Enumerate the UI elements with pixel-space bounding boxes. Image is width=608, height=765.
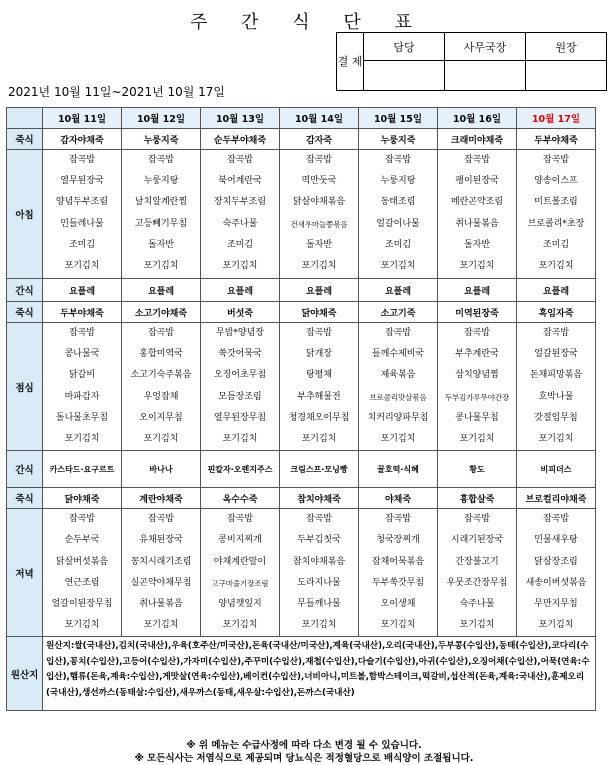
menu-cell: 요플레 [122, 279, 201, 302]
dish-item: 날치알계란찜 [134, 197, 188, 208]
dish-item: 부추해물전 [297, 391, 341, 402]
dish-item: 양송이스프 [534, 176, 578, 187]
dish-item: 포기김치 [64, 620, 100, 631]
dish-item: 간장불고기 [455, 556, 499, 567]
signature-box [445, 61, 526, 91]
dish-item: 잡곡밥 [542, 328, 570, 338]
menu-cell-dishes [438, 150, 517, 279]
dish-item: 포기김치 [459, 620, 495, 631]
dish-item: 포기김치 [143, 260, 179, 271]
menu-cell-dishes [359, 323, 438, 451]
dish-item: 순두부국 [64, 535, 100, 546]
dish-item: 취나물볶음 [139, 598, 183, 609]
origin-row [7, 637, 596, 711]
dish-item: 갓절임무침 [534, 412, 578, 423]
menu-cell-dishes [122, 323, 201, 451]
dish-item: 숙주나물 [459, 598, 495, 609]
dish-item: 포기김치 [380, 260, 416, 271]
menu-cell-dishes [122, 509, 201, 637]
menu-cell-dishes [359, 509, 438, 637]
dish-item: 무밥*양념장 [216, 328, 264, 338]
menu-cell: 야채죽 [359, 488, 438, 509]
dish-item: 얼갈이나물 [376, 218, 420, 229]
menu-cell: 감자야채죽 [43, 129, 122, 150]
menu-cell: 바나나 [122, 451, 201, 488]
dish-item: 미트볼조림 [534, 197, 578, 208]
dish-item: 잡곡밥 [226, 155, 254, 165]
dish-item: 포기김치 [143, 433, 179, 444]
dish-item: 민들레나물 [60, 218, 104, 229]
dish-item: 모듬장조림 [218, 391, 262, 402]
dish-item: 우뭇조간장무침 [446, 577, 508, 588]
dish-item: 콩비지찌개 [218, 535, 262, 546]
approval-label: 결 제 [337, 33, 364, 91]
dish-item: 누룽지탕 [143, 176, 179, 187]
approval-box [336, 32, 607, 91]
dish-item: 유채된장국 [139, 535, 183, 546]
dish-item: 잡곡밥 [68, 155, 96, 165]
dish-item: 실곤약야채무침 [130, 577, 192, 588]
menu-cell: 크래미야채죽 [438, 129, 517, 150]
dish-item: 콩나물무침 [455, 412, 499, 423]
day-header: 10월 16일 [438, 108, 517, 129]
dish-item: 호박나물 [538, 391, 574, 402]
dish-item: 포기김치 [538, 260, 574, 271]
dish-item: 두부김가루무야간장 [444, 392, 510, 402]
meal-label: 죽식 [7, 129, 43, 150]
dish-item: 포기김치 [143, 620, 179, 631]
dish-item: 삼치양념찜 [455, 370, 499, 381]
day-header: 10월 14일 [280, 108, 359, 129]
menu-cell: 두부야채죽 [43, 302, 122, 323]
corner-cell [7, 108, 43, 129]
menu-cell-dishes [517, 150, 596, 279]
menu-cell: 닭야채죽 [280, 302, 359, 323]
dish-item: 잡곡밥 [384, 155, 412, 165]
meal-label: 죽식 [7, 302, 43, 323]
menu-cell: 요플레 [43, 279, 122, 302]
menu-cell: 참치야채죽 [280, 488, 359, 509]
dish-item: 무들깨나물 [297, 598, 341, 609]
menu-cell: 계란야채죽 [122, 488, 201, 509]
dish-item: 소고기숙주볶음 [130, 370, 192, 381]
dish-item: 닭살야채볶음 [292, 197, 346, 208]
signature-box [526, 61, 607, 91]
meal-row-dinner-porridge [7, 488, 596, 509]
meal-row-dinner [7, 509, 596, 637]
menu-cell-dishes [517, 509, 596, 637]
meal-label: 간식 [7, 451, 43, 488]
menu-cell: 닭야채죽 [43, 488, 122, 509]
dish-item: 포기김치 [222, 433, 258, 444]
day-header-sunday: 10월 17일 [517, 108, 596, 129]
day-header: 10월 13일 [201, 108, 280, 129]
menu-cell: 소고기죽 [359, 302, 438, 323]
menu-cell-dishes [201, 509, 280, 637]
menu-cell: 꿀호떡·식혜 [359, 451, 438, 488]
meal-row-breakfast [7, 150, 596, 279]
dish-item: 포기김치 [301, 620, 337, 631]
dish-item: 포기김치 [459, 260, 495, 271]
dish-item: 열무된장국 [60, 176, 104, 187]
origin-text: 원산지:쌀(국내산),김치(국내산),우육(호주산/미국산),돈육(국내산/미국산),계육(국내산),오리(국내산),두부콩(수입산),동태(수입산),코다리(수입산),꽁치(수입산),고등어(수입산),가자미(수입산),주꾸미(수입산),재첩(수입산),다슬기(수입산),아귀(수입산),오징어채(수입산),어묵(연육:수입산),햄류(돈육,계육:수입산),게맛살(연육:수입산),베이컨(수입산),너비아니,미트볼,함박스테이크,떡갈비,섭산적(돈육,계육:국내산),훈제오리(국내산),생선까스(동태살:수입산),새우까스(동태,새우살:수입산),돈까스(국내산) [43, 637, 596, 711]
dish-item: 잡곡밥 [542, 155, 570, 165]
dish-item: 꽁치시래기조림 [130, 556, 192, 567]
dish-item: 콩나물국 [64, 349, 100, 360]
meal-label: 저녁 [7, 509, 43, 637]
note-menu-change: ※ 위 메뉴는 수급사정에 따라 다소 변경 될 수 있습니다. [186, 740, 422, 751]
dish-item: 무만지무침 [534, 598, 578, 609]
dish-item: 치커리양파무침 [367, 412, 429, 423]
menu-cell-dishes [359, 150, 438, 279]
dish-item: 잡곡밥 [463, 155, 491, 165]
dish-item: 홍합미역국 [139, 349, 183, 360]
menu-cell-dishes [280, 150, 359, 279]
menu-cell: 흑임자죽 [517, 302, 596, 323]
meal-label: 점심 [7, 323, 43, 451]
dish-item: 닭개장 [305, 349, 333, 360]
menu-cell: 두부야채죽 [517, 129, 596, 150]
menu-cell: 요플레 [438, 279, 517, 302]
meal-row-breakfast-porridge [7, 129, 596, 150]
dish-item: 포기김치 [301, 260, 337, 271]
dish-item: 브로콜리*초장 [527, 218, 585, 229]
dish-item: 우엉잡채 [143, 391, 179, 402]
day-header-row [7, 108, 596, 129]
dish-item: 포기김치 [538, 620, 574, 631]
menu-cell-dishes [438, 509, 517, 637]
menu-cell: 감자죽 [280, 129, 359, 150]
dish-item: 잡곡밥 [147, 155, 175, 165]
dish-item: 들깨수제비국 [371, 349, 425, 360]
menu-cell: 홍합살죽 [438, 488, 517, 509]
dish-item: 브로콜리맛살볶음 [369, 392, 427, 402]
dish-item: 잡채어묵볶음 [371, 556, 425, 567]
dish-item: 닭살버섯볶음 [55, 556, 109, 567]
dish-item: 돌자반 [463, 239, 491, 250]
dish-item: 잡곡밥 [68, 514, 96, 525]
menu-cell: 누룽지죽 [359, 129, 438, 150]
weekly-menu-table [6, 107, 596, 711]
meal-label: 간식 [7, 279, 43, 302]
meal-row-lunch-porridge [7, 302, 596, 323]
dish-item: 얼갈된장국 [534, 349, 578, 360]
dish-item: 두부쑥갓무침 [371, 577, 425, 588]
menu-cell-dishes [122, 150, 201, 279]
dish-item: 포기김치 [459, 433, 495, 444]
day-header: 10월 12일 [122, 108, 201, 129]
menu-cell-dishes [438, 323, 517, 451]
dish-item: 잡곡밥 [384, 514, 412, 525]
dish-item: 잡곡밥 [305, 514, 333, 525]
day-header: 10월 15일 [359, 108, 438, 129]
dish-item: 잡곡밥 [68, 328, 96, 338]
menu-cell-dishes [280, 323, 359, 451]
origin-label: 원산지 [7, 637, 43, 711]
menu-cell: 크림스프·모닝빵 [280, 451, 359, 488]
dish-item: 쑥갓어묵국 [218, 349, 262, 360]
menu-cell: 미역된장죽 [438, 302, 517, 323]
menu-cell-dishes [201, 323, 280, 451]
approval-header-director: 원장 [526, 33, 607, 61]
dish-item: 고구마줄기장조림 [211, 578, 269, 588]
dish-item: 시래기된장국 [450, 535, 504, 546]
dish-item: 포기김치 [64, 260, 100, 271]
meal-row-afternoon-snack [7, 451, 596, 488]
dish-item: 잡곡밥 [542, 514, 570, 525]
dish-item: 오이지무침 [139, 412, 183, 423]
dish-item: 동태조림 [380, 197, 416, 208]
dish-item: 잡곡밥 [305, 155, 333, 165]
dish-item: 잡곡밥 [463, 328, 491, 338]
dish-item: 취나물볶음 [455, 218, 499, 229]
menu-cell: 브로컬리야채죽 [517, 488, 596, 509]
menu-cell: 순두부야채죽 [201, 129, 280, 150]
dish-item: 팽이된장국 [455, 176, 499, 187]
dish-item: 닭살장조림 [534, 556, 578, 567]
dish-item: 잡곡밥 [147, 514, 175, 525]
dish-item: 조미김 [542, 239, 570, 250]
menu-cell-dishes [43, 509, 122, 637]
dish-item: 떡만둣국 [301, 176, 337, 187]
dish-item: 오이생채 [380, 598, 416, 609]
menu-cell: 핀칼자·오렌지주스 [201, 451, 280, 488]
approval-header-staff: 담당 [364, 33, 445, 61]
menu-cell: 요플레 [280, 279, 359, 302]
meal-row-lunch [7, 323, 596, 451]
dish-item: 잡곡밥 [384, 328, 412, 338]
dish-item: 청국장찌개 [376, 535, 420, 546]
menu-cell-dishes [43, 323, 122, 451]
dish-item: 포기김치 [222, 620, 258, 631]
dish-item: 장치두부조림 [213, 197, 267, 208]
menu-cell: 요플레 [201, 279, 280, 302]
menu-cell-dishes [517, 323, 596, 451]
menu-cell: 카스타드·요구르트 [43, 451, 122, 488]
menu-cell-dishes [43, 150, 122, 279]
menu-period: 2021년 10월 11일~2021년 10월 17일 [8, 85, 226, 99]
day-header: 10월 11일 [43, 108, 122, 129]
menu-cell: 버섯죽 [201, 302, 280, 323]
menu-cell: 소고기야채죽 [122, 302, 201, 323]
dish-item: 돌나물초무침 [55, 412, 109, 423]
dish-item: 포기김치 [222, 260, 258, 271]
dish-item: 돈채피망볶음 [529, 370, 583, 381]
menu-cell: 요플레 [359, 279, 438, 302]
dish-item: 고등빼기무침 [134, 218, 188, 229]
dish-item: 야채계란말이 [213, 556, 267, 567]
dish-item: 조미김 [68, 239, 96, 250]
note-low-salt: ※ 모든식사는 저염식으로 제공되며 당뇨식은 적정혈당으로 배식양이 조절됩니다. [134, 753, 474, 764]
page-title: 주 간 식 단 표 [190, 12, 426, 33]
dish-item: 양념두부조림 [55, 197, 109, 208]
dish-item: 얼갈이된장무침 [51, 598, 113, 609]
dish-item: 오징어초무침 [213, 370, 267, 381]
dish-item: 포기김치 [301, 433, 337, 444]
menu-cell: 황도 [438, 451, 517, 488]
dish-item: 청경채오이무침 [288, 412, 350, 423]
dish-item: 돌자반 [305, 239, 333, 250]
dish-item: 잡곡밥 [305, 328, 333, 338]
signature-box [364, 61, 445, 91]
dish-item: 돌자반 [147, 239, 175, 250]
menu-cell: 비피더스 [517, 451, 596, 488]
dish-item: 포기김치 [538, 433, 574, 444]
dish-item: 조미김 [226, 239, 254, 250]
menu-cell-dishes [280, 509, 359, 637]
dish-item: 마파감자 [64, 391, 100, 402]
dish-item: 잡곡밥 [463, 514, 491, 525]
dish-item: 민물새우탕 [534, 535, 578, 546]
dish-item: 조미김 [384, 239, 412, 250]
dish-item: 누룽지탕 [380, 176, 416, 187]
meal-label: 아침 [7, 150, 43, 279]
dish-item: 잡곡밥 [226, 514, 254, 525]
dish-item: 북어계란국 [218, 176, 262, 187]
menu-cell: 요플레 [517, 279, 596, 302]
dish-item: 숙주나물 [222, 218, 258, 229]
dish-item: 잡곡밥 [147, 328, 175, 338]
meal-row-morning-snack [7, 279, 596, 302]
dish-item: 열무된장무침 [213, 412, 267, 423]
dish-item: 포기김치 [380, 620, 416, 631]
dish-item: 새송이버섯볶음 [525, 577, 587, 588]
menu-cell-dishes [201, 150, 280, 279]
dish-item: 부추계란국 [455, 349, 499, 360]
dish-item: 건새우마늘쫑볶음 [290, 219, 348, 229]
menu-cell: 누룽지죽 [122, 129, 201, 150]
dish-item: 탕평채 [305, 370, 333, 381]
dish-item: 메란곤약조림 [450, 197, 504, 208]
dish-item: 양념깻잎지 [218, 598, 262, 609]
dish-item: 제육볶음 [380, 370, 416, 381]
meal-label: 죽식 [7, 488, 43, 509]
menu-cell: 옥수수죽 [201, 488, 280, 509]
dish-item: 도라지나물 [297, 577, 341, 588]
dish-item: 닭갈비 [68, 370, 96, 381]
dish-item: 참치야채볶음 [292, 556, 346, 567]
approval-header-manager: 사무국장 [445, 33, 526, 61]
dish-item: 포기김치 [380, 433, 416, 444]
dish-item: 두부김칫국 [297, 535, 341, 546]
dish-item: 연근조림 [64, 577, 100, 588]
dish-item: 포기김치 [64, 433, 100, 444]
